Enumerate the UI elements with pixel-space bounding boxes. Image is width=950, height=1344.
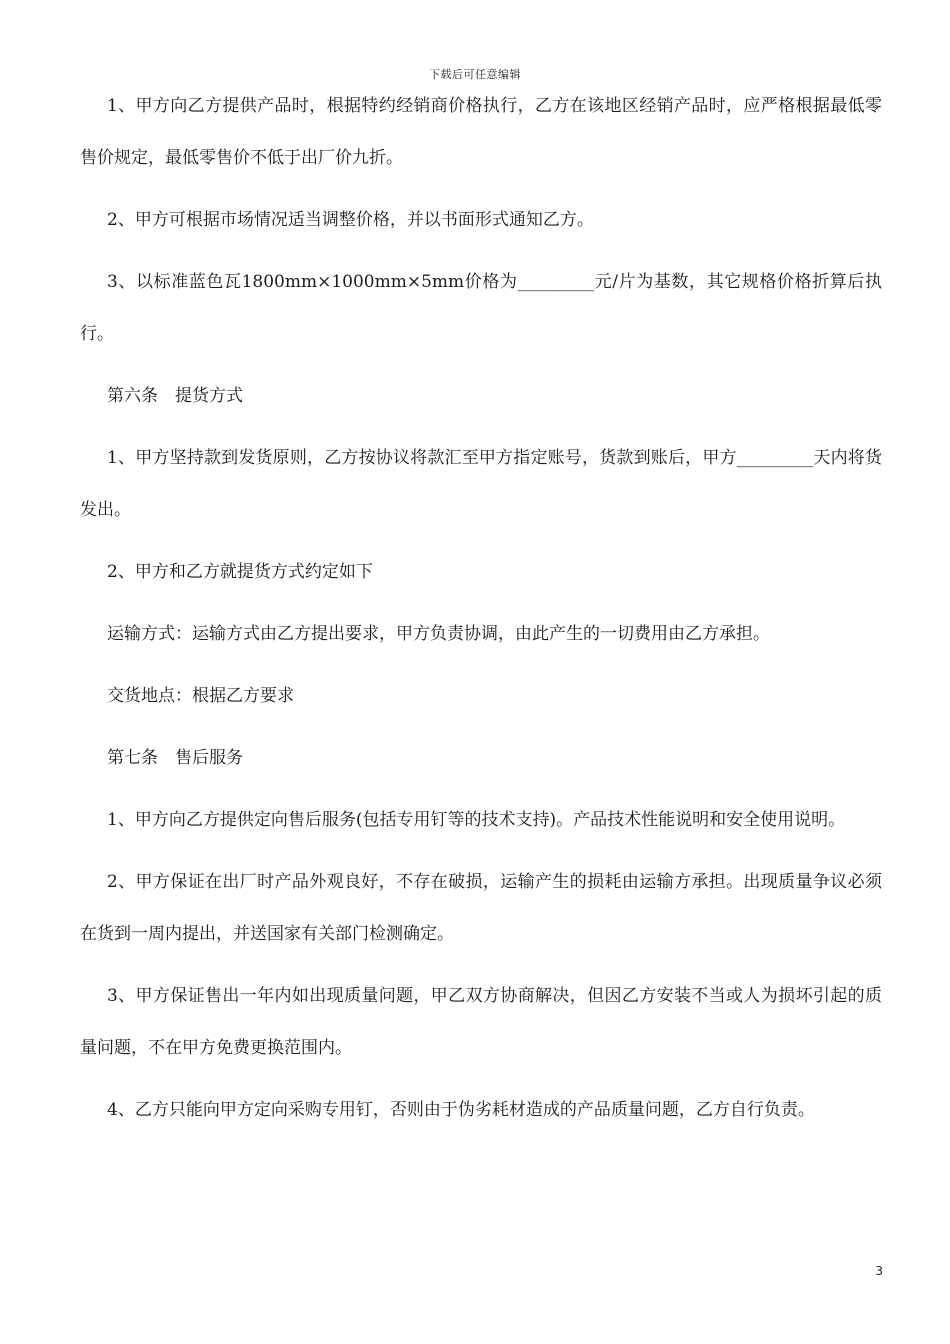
page-number: 3 — [875, 1264, 883, 1278]
payment-delivery-text-before: 1、甲方坚持款到发货原则，乙方按协议将款汇至甲方指定账号，货款到账后，甲方 — [107, 448, 737, 468]
page-header: 下载后可任意编辑 — [429, 68, 521, 81]
paragraph-quality-guarantee: 2、甲方保证在出厂时产品外观良好，不存在破损，运输产生的损耗由运输方承担。出现质量争议必须在货到一周内提出，并送国家有关部门检测确定。 — [80, 872, 882, 944]
paragraph-price-execution: 1、甲方向乙方提供产品时，根据特约经销商价格执行，乙方在该地区经销产品时，应严格根据最低零售价规定，最低零售价不低于出厂价九折。 — [80, 96, 882, 168]
base-price-blank: _________ — [517, 272, 595, 292]
paragraph-nail-procurement: 4、乙方只能向甲方定向采购专用钉，否则由于伪劣耗材造成的产品质量问题，乙方自行负责。 — [107, 1100, 815, 1120]
base-price-text-after: 元/片为基数，其它规格价格折算后执行。 — [80, 272, 882, 344]
paragraph-pickup-agreement: 2、甲方和乙方就提货方式约定如下 — [107, 562, 373, 582]
section-heading-article-6: 第六条 提货方式 — [107, 386, 243, 406]
base-price-text-before: 3、以标准蓝色瓦1800mm×1000mm×5mm价格为 — [107, 272, 518, 292]
paragraph-delivery-location: 交货地点：根据乙方要求 — [107, 686, 294, 706]
paragraph-base-price — [80, 256, 882, 360]
section-heading-article-7: 第七条 售后服务 — [107, 748, 243, 768]
paragraph-payment-delivery — [80, 432, 882, 536]
delivery-days-blank: _________ — [736, 448, 814, 468]
payment-delivery-text-after: 天内将货发出。 — [80, 448, 882, 520]
paragraph-transport-method: 运输方式：运输方式由乙方提出要求，甲方负责协调，由此产生的一切费用由乙方承担。 — [107, 624, 770, 644]
paragraph-one-year-warranty: 3、甲方保证售出一年内如出现质量问题，甲乙双方协商解决，但因乙方安装不当或人为损坏引起的质量问题，不在甲方免费更换范围内。 — [80, 986, 882, 1058]
paragraph-price-adjustment: 2、甲方可根据市场情况适当调整价格，并以书面形式通知乙方。 — [107, 210, 594, 230]
document-body — [80, 80, 882, 1146]
paragraph-after-sales-service: 1、甲方向乙方提供定向售后服务(包括专用钉等的技术支持)。产品技术性能说明和安全使用说明。 — [107, 810, 846, 830]
